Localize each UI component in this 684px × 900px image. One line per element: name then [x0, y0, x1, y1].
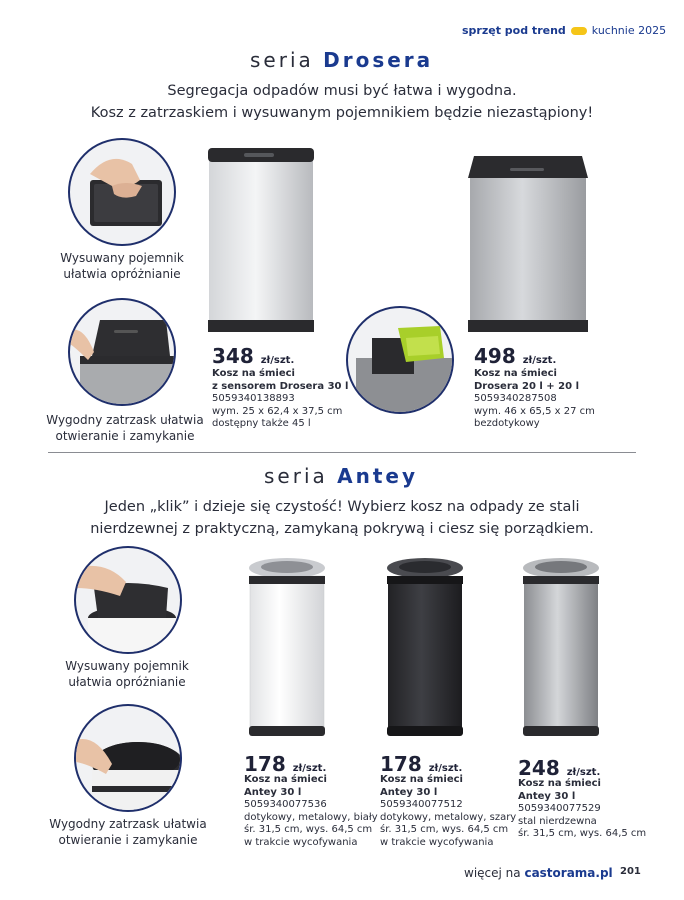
drosera-product2-price: [474, 344, 556, 368]
antey-feature-latch-image: [74, 704, 182, 812]
antey-product3-price: [518, 756, 600, 780]
product-detail: w trakcie wycofywania: [380, 836, 494, 848]
antey-lead-line2: nierdzewnej z praktyczną, zamykaną pokrywą i ciesz się porządkiem.: [90, 521, 594, 537]
antey-product2-info: [380, 774, 516, 849]
drosera-lead: [0, 80, 684, 124]
drosera-dual-bin-image: [466, 154, 590, 334]
product-name: Kosz na śmieci: [518, 778, 601, 789]
product-ean: 5059340287508: [474, 393, 557, 404]
product-detail: śr. 31,5 cm, wys. 64,5 cm: [244, 824, 373, 835]
product-detail: wym. 46 x 65,5 x 27 cm: [474, 405, 595, 417]
caption-line: Wysuwany pojemnik: [65, 659, 189, 673]
product-detail: śr. 31,5 cm, wys. 64,5 cm: [380, 824, 509, 835]
antey-title: [264, 464, 418, 488]
price-value: 348: [212, 344, 254, 368]
antey-product1-info: [244, 774, 378, 849]
price-value: 248: [518, 756, 560, 780]
antey-lead-line1: Jeden „klik” i dzieje się czystość! Wybierz kosz na odpady ze stali: [104, 499, 580, 515]
price-unit: zł/szt.: [292, 763, 327, 774]
pill-decoration: [571, 27, 587, 35]
product-detail: stal nierdzewna: [518, 815, 597, 827]
price-value: 498: [474, 344, 516, 368]
caption-line: Wygodny zatrzask ułatwia: [49, 817, 207, 831]
drosera-product1-price: [212, 344, 294, 368]
antey-steel-bin-image: [520, 556, 602, 740]
product-ean: 5059340077536: [244, 799, 327, 810]
product-detail: bezdotykowy: [474, 418, 540, 429]
price-unit: zł/szt.: [566, 767, 601, 778]
product-detail: dotykowy, metalowy, szary: [380, 811, 517, 823]
product-name: z sensorem Drosera 30 l: [212, 380, 349, 392]
antey-black-bin-image: [384, 556, 466, 740]
drosera-insert-detail-image: [346, 306, 454, 414]
drosera-product2-info: [474, 368, 595, 431]
caption-line: otwieranie i zamykanie: [58, 833, 198, 847]
caption-line: otwieranie i zamykanie: [55, 429, 195, 443]
product-detail: w trakcie wycofywania: [244, 836, 358, 848]
product-ean: 5059340077529: [518, 803, 601, 814]
product-detail: dotykowy, metalowy, biały: [244, 811, 378, 823]
antey-feature2-caption: [40, 816, 216, 848]
product-name: Kosz na śmieci: [474, 368, 557, 379]
antey-title-prefix: seria: [264, 464, 328, 488]
antey-title-name: Antey: [337, 464, 419, 488]
drosera-title-prefix: seria: [250, 48, 314, 72]
drosera-feature-latch-image: [68, 298, 176, 406]
antey-product1-price: [244, 752, 326, 776]
caption-line: Wygodny zatrzask ułatwia: [46, 413, 204, 427]
price-unit: zł/szt.: [428, 763, 463, 774]
antey-feature-insert-image: [74, 546, 182, 654]
caption-line: ułatwia opróżnianie: [68, 675, 186, 689]
price-value: 178: [244, 752, 286, 776]
price-unit: zł/szt.: [522, 355, 557, 366]
footer-link[interactable]: [464, 866, 613, 880]
drosera-feature2-caption: [40, 412, 210, 444]
product-name: Antey 30 l: [380, 786, 438, 798]
tag-left: sprzęt pod trend: [462, 24, 566, 37]
footer-text: więcej na: [464, 866, 521, 880]
antey-lead: [0, 496, 684, 540]
caption-line: Wysuwany pojemnik: [60, 251, 184, 265]
drosera-title-name: Drosera: [323, 48, 434, 72]
product-ean: 5059340138893: [212, 393, 295, 404]
antey-feature1-caption: [42, 658, 212, 690]
product-name: Kosz na śmieci: [244, 774, 327, 785]
product-name: Antey 30 l: [518, 790, 576, 802]
drosera-product1-info: [212, 368, 348, 431]
page-number: 201: [620, 866, 641, 877]
antey-product3-info: [518, 778, 646, 841]
price-unit: zł/szt.: [260, 355, 295, 366]
product-detail: dostępny także 45 l: [212, 418, 311, 429]
product-name: Drosera 20 l + 20 l: [474, 380, 579, 392]
drosera-sensor-bin-image: [206, 146, 316, 334]
drosera-feature1-caption: [30, 250, 214, 282]
drosera-lead-line2: Kosz z zatrzaskiem i wysuwanym pojemnikiem będzie niezastąpiony!: [90, 105, 594, 121]
product-detail: śr. 31,5 cm, wys. 64,5 cm: [518, 828, 647, 839]
drosera-lead-line1: Segregacja odpadów musi być łatwa i wygodna.: [167, 83, 517, 99]
price-value: 178: [380, 752, 422, 776]
product-name: Kosz na śmieci: [212, 368, 295, 379]
caption-line: ułatwia opróżnianie: [63, 267, 181, 281]
antey-white-bin-image: [246, 556, 328, 740]
product-detail: wym. 25 x 62,4 x 37,5 cm: [212, 405, 343, 417]
section-tag: [462, 24, 666, 37]
tag-right: kuchnie 2025: [591, 24, 667, 37]
antey-product2-price: [380, 752, 462, 776]
drosera-feature-insert-image: [68, 138, 176, 246]
product-ean: 5059340077512: [380, 799, 463, 810]
section-divider: [48, 452, 636, 453]
drosera-title: [250, 48, 433, 72]
website-link[interactable]: castorama.pl: [524, 866, 613, 880]
product-name: Kosz na śmieci: [380, 774, 463, 785]
product-name: Antey 30 l: [244, 786, 302, 798]
